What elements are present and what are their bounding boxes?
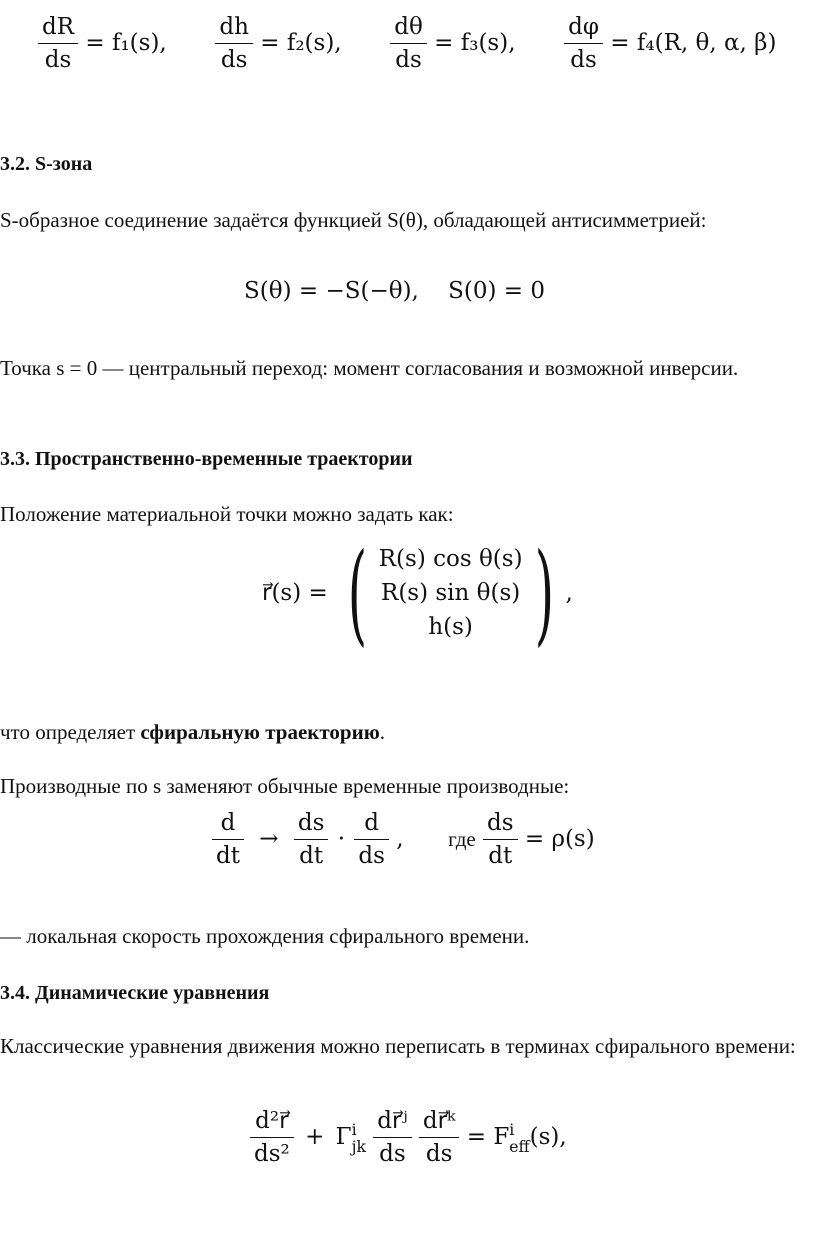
vector-row: R(s) sin θ(s) (381, 580, 521, 606)
equation-rhs: = f₄(R, θ, α, β) (610, 29, 777, 56)
paragraph: Точка s = 0 — центральный переход: момент согласования и возможной инверсии. (0, 356, 739, 380)
section-heading-3-3: 3.3. Пространственно-временные траектории (0, 448, 413, 470)
vector-trailing-comma: , (565, 580, 573, 606)
fraction: $\frac{\text{dr⃗ʲ}}{ds}$ (373, 1108, 411, 1168)
right-paren: ) (534, 529, 554, 657)
paragraph: S-образное соединение задаётся функцией S(θ), обладающей антисимметрией: (0, 208, 707, 232)
equation-top (38, 14, 776, 74)
vector-rows (379, 542, 523, 644)
section-heading-3-4: 3.4. Динамические уравнения (0, 982, 270, 1004)
equation-dynamics: $\frac{\text{d²r⃗}}{\text{ds²}}$ + Γ i jk $\frac{\text{dr⃗ʲ}}{ds}$ $\frac{\text{dr⃗ᵏ}}{ds}$ = F i eff (s), (250, 1108, 567, 1168)
fraction: $\frac{ds}{dt}$ (294, 810, 329, 870)
fraction: $\frac{dh}{ds}$ (215, 14, 253, 74)
equation-rhs: = f₃(s), (434, 29, 516, 56)
fraction: $\frac{d}{ds}$ (354, 810, 389, 870)
equation-antisymmetry: S(θ) = −S(−θ), S(0) = 0 (244, 278, 545, 304)
vector-matrix (262, 529, 573, 657)
effective-force: = F i eff (s), (466, 1119, 567, 1156)
vector-lhs: r⃗(s) = (262, 580, 328, 606)
equation-rhs: = f₁(s), (85, 29, 167, 56)
paragraph: Классические уравнения движения можно переписать в терминах сфирального времени: (0, 1034, 796, 1058)
section-heading-3-2: 3.2. S-зона (0, 153, 93, 175)
fraction: $\frac{dR}{ds}$ (38, 14, 78, 74)
fraction: $\frac{\text{d²r⃗}}{\text{ds²}}$ (250, 1108, 294, 1168)
emphasis-term: сфиральную траекторию (140, 720, 380, 744)
vector-row: R(s) cos θ(s) (378, 546, 523, 572)
paragraph: Положение материальной точки можно задать как: (0, 502, 454, 526)
equation-position-vector (262, 529, 573, 657)
fraction: $\frac{\text{dr⃗ᵏ}}{ds}$ (419, 1108, 460, 1168)
vector-row: h(s) (428, 614, 473, 640)
equation-rhs: = f₂(s), (260, 29, 342, 56)
left-paren: ( (347, 529, 367, 657)
christoffel-symbol: Γ i jk (335, 1119, 366, 1156)
where-word: где (448, 826, 476, 851)
fraction: $\frac{d\theta}{ds}$ (390, 14, 427, 74)
paragraph: — локальная скорость прохождения сфирального времени. (0, 924, 530, 948)
paragraph-spiral-trajectory: что определяет сфиральную траекторию. (0, 720, 385, 744)
equation-derivative: $\frac{d}{dt}$ → $\frac{ds}{dt}$ · $\frac{d}{ds}$ , где $\frac{ds}{dt}$ = ρ(s) (212, 810, 595, 870)
fraction: $\frac{d}{dt}$ (212, 810, 244, 870)
fraction: $\frac{d\varphi}{ds}$ (564, 14, 603, 74)
fraction: $\frac{ds}{dt}$ (483, 810, 518, 870)
paragraph: Производные по s заменяют обычные временные производные: (0, 774, 570, 798)
